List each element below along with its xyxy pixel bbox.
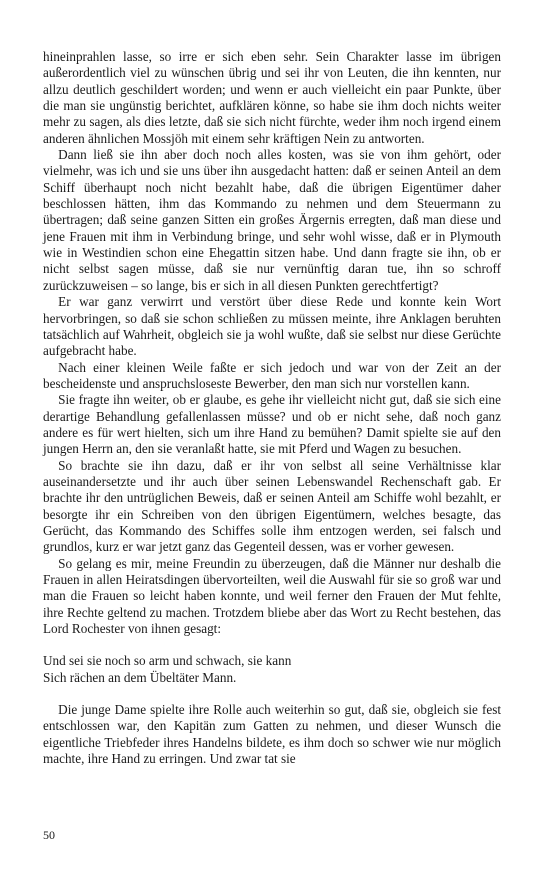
page-number: 50 — [43, 828, 55, 842]
paragraph-7: So gelang es mir, meine Freundin zu überzeugen, daß die Männer nur deshalb die Frauen in allen Heiratsdingen übervorteilten, weil die Auswahl für sie so groß war und man die Frauen so leicht haben konnte, und weil ferner den Frauen der Mut fehlte, ihre Rechte geltend zu machen. Trotzdem bliebe aber das Wort zu Recht bestehen, das Lord Rochester von ihnen gesagt: — [43, 555, 501, 637]
paragraph-3: Er war ganz verwirrt und verstört über diese Rede und konnte kein Wort hervorbringen, so daß sie schon schließen zu müssen meinte, ihre Anklagen beruhten tatsächlich auf Wahrheit, obgleich sie ja wohl wußte, daß sie selbst nur diese Gerüchte aufgebracht habe. — [43, 294, 501, 359]
paragraph-4: Nach einer kleinen Weile faßte er sich jedoch und war von der Zeit an der bescheidenste und anspruchsloseste Bewerber, den man sich nur vorstellen kann. — [43, 359, 501, 391]
paragraph-5: Sie fragte ihn weiter, ob er glaube, es gehe ihr vielleicht nicht gut, daß sie sich eine derartige Behandlung gefallenlassen müsse? und ob er nicht sehe, daß noch ganz andere es für wert hielten, sich um ihre Hand zu bemühen? Damit spielte sie auf den jungen Herrn an, den sie veranlaßt hatte, sie mit Pferd und Wagen zu besuchen. — [43, 392, 501, 457]
paragraph-6: So brachte sie ihn dazu, daß er ihr von selbst all seine Verhältnisse klar auseinandersetzte und ihr auch über seinen Lebenswandel Rechenschaft gab. Er brachte ihr den untrüglichen Beweis, daß er seinen Anteil am Schiffe wohl bezahlt, er besorgte ihr ein Schreiben von den übrigen Eigentümern, welches besagte, das Gerücht, das Kommando des Schiffes solle ihm entzogen werden, sei falsch und grundlos, kurz er war jetzt ganz das Gegenteil dessen, was er vorher gewesen. — [43, 457, 501, 555]
paragraph-2: Dann ließ sie ihn aber doch noch alles kosten, was sie von ihm gehört, oder vielmehr, was ich und sie uns über ihn ausgedacht hatten: daß er seinen Anteil an dem Schiff überhaupt noch nicht bezahlt habe, daß die übrigen Eigentümer daher beschlossen hätten, ihm das Kommando zu nehmen und dem Steuermann zu übertragen; daß seine ganzen Sitten ein großes Ärgernis erregten, daß man diese und jene Frauen mit ihm in Verbindung bringe, und sehr wohl wisse, daß er in Plymouth wie in Westindien schon eine Ehegattin sitzen habe. Und dann fragte sie ihn, ob er nicht selbst sagen müsse, daß sie nur vernünftig daran tue, ihn so schroff zurückzuweisen – so lange, bis er sich in all diesen Punkten gerechtfertigt? — [43, 147, 501, 293]
verse-line-1: Und sei sie noch so arm und schwach, sie kann — [43, 653, 292, 669]
book-page — [43, 49, 501, 767]
verse-line-2: Sich rächen an dem Übeltäter Mann. — [43, 669, 237, 685]
paragraph-1: hineinprahlen lasse, so irre er sich eben sehr. Sein Charakter lasse im übrigen außerordentlich viel zu wünschen übrig und sei ihr von Leuten, die ihn kennten, nur allzu deutlich geschildert worden; und wenn er auch vielleicht ein paar Punkte, über die man sie ungünstig berichtet, aufklären könne, so habe sie ihm doch nichts weiter mehr zu sagen, als dies letzte, daß sie sich nicht fürchte, weder ihm noch irgend einem anderen ähnlichen Mossjöh mit einem sehr kräftigen Nein zu antworten. — [43, 49, 501, 146]
paragraph-final: Die junge Dame spielte ihre Rolle auch weiterhin so gut, daß sie, obgleich sie fest entschlossen war, den Kapitän zum Gatten zu nehmen, und dieser Wunsch die eigentliche Triebfeder ihres Handelns bildete, es ihm doch so schwer wie nur möglich machte, ihre Hand zu erringen. Und zwar tat sie — [43, 702, 501, 767]
verse-quote — [43, 653, 501, 686]
